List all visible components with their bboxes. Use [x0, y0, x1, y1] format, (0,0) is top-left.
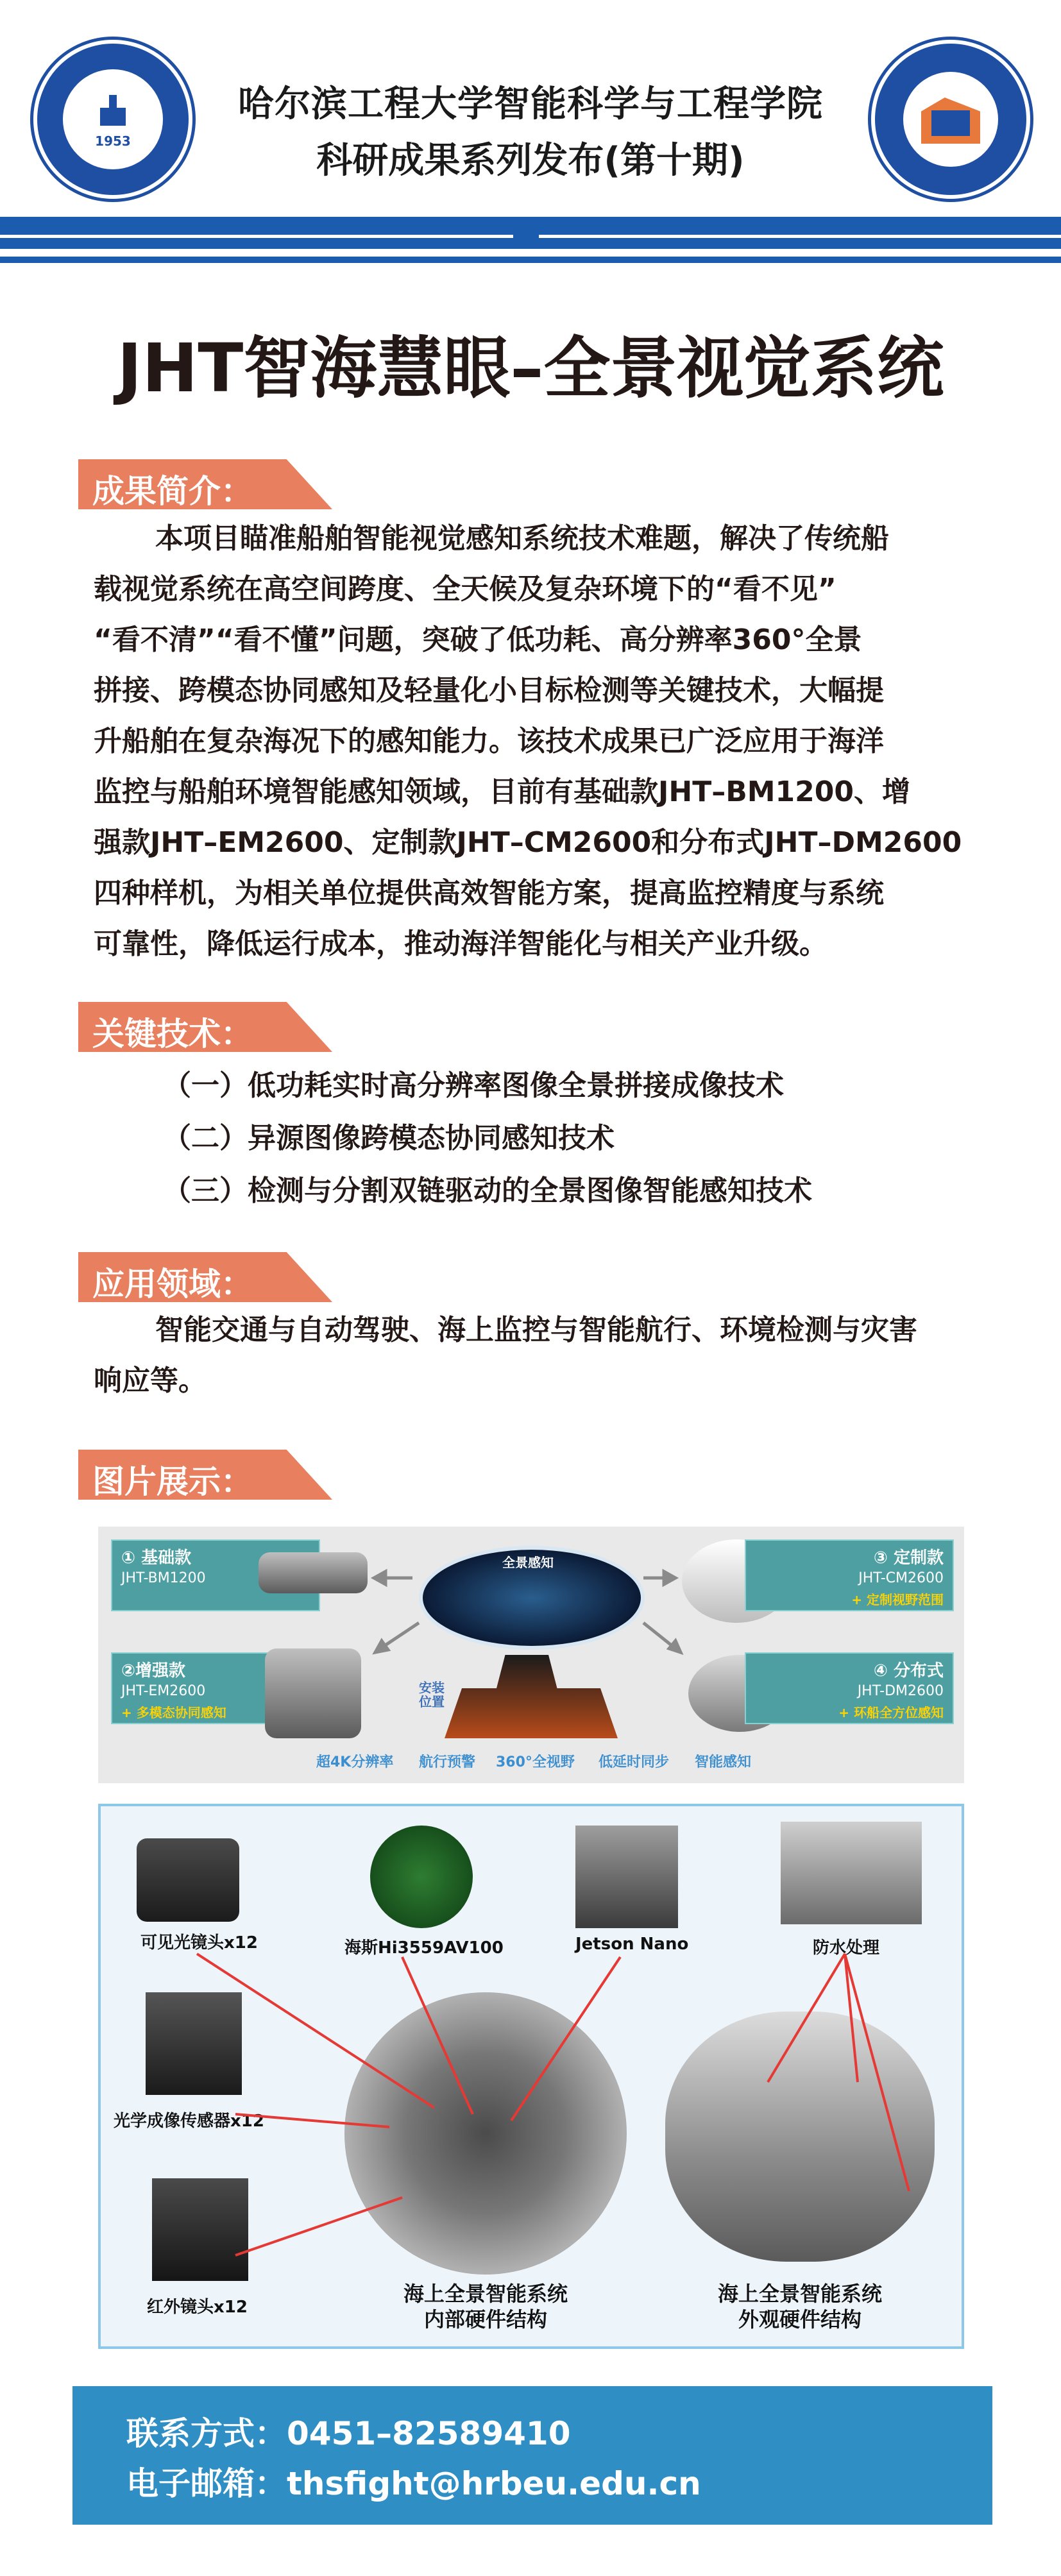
college-logo	[871, 40, 1030, 199]
product-variants-figure	[98, 1527, 964, 1783]
part-label: 红外镜头x12	[147, 2298, 248, 2317]
part-label: 防水处理	[813, 1938, 880, 1958]
tech-item: （三）检测与分割双链驱动的全景图像智能感知技术	[163, 1174, 812, 1207]
apps-line: 响应等。	[94, 1364, 207, 1397]
variant-feature: + 环船全方位感知	[838, 1705, 944, 1720]
section-tag-tech	[78, 1002, 332, 1052]
intro-paragraph	[94, 513, 992, 969]
variant-title: ④ 分布式	[873, 1661, 944, 1681]
panorama-label: 全景感知	[502, 1555, 554, 1570]
pointer-arrows	[101, 1806, 967, 2351]
feature-label: 低延时同步	[598, 1754, 670, 1770]
intro-line: 四种样机，为相关单位提供高效智能方案，提高监控精度与系统	[94, 877, 884, 910]
intro-line: 载视觉系统在高空间跨度、全天候及复杂环境下的“看不见”	[94, 573, 836, 606]
apps-line: 智能交通与自动驾驶、海上监控与智能航行、环境检测与灾害	[155, 1314, 917, 1346]
section-heading: 图片展示：	[92, 1463, 253, 1500]
tech-item: （二）异源图像跨模态协同感知技术	[163, 1122, 615, 1155]
ship-label: 安装位置	[419, 1680, 445, 1709]
intro-line: “看不清”“看不懂”问题，突破了低功耗、高分辨率360°全景	[94, 623, 862, 656]
logo-year: 1953	[95, 133, 131, 149]
part-label: 光学成像传感器x12	[114, 2112, 264, 2131]
page-title: JHT智海慧眼–全景视觉系统	[117, 329, 944, 407]
section-tag-gallery	[78, 1450, 332, 1500]
intro-line: 强款JHT–EM2600、定制款JHT–CM2600和分布式JHT–DM2600	[94, 826, 962, 859]
header-band-thin	[0, 257, 1061, 263]
section-tag-intro	[78, 459, 332, 509]
part-label: 可见光镜头x12	[140, 1933, 258, 1953]
feature-label: 航行预警	[419, 1754, 476, 1770]
variant-title: ②增强款	[121, 1661, 186, 1681]
building-icon	[100, 108, 126, 126]
intro-line: 监控与船舶环境智能感知领域，目前有基础款JHT–BM1200、增	[94, 775, 910, 808]
caption-line: 内部硬件结构	[423, 2307, 547, 2332]
header-band	[0, 217, 1061, 249]
variant-model: JHT-BM1200	[121, 1570, 206, 1586]
intro-line: 可靠性，降低运行成本，推动海洋智能化与相关产业升级。	[94, 928, 828, 960]
variant-feature: + 定制视野范围	[851, 1592, 944, 1607]
college-logo-inner	[903, 72, 998, 167]
caption-line: 海上全景智能系统	[403, 2282, 568, 2306]
section-heading: 关键技术：	[92, 1015, 253, 1053]
part-label: Jetson Nano	[575, 1935, 689, 1954]
variant-title: ③ 定制款	[873, 1548, 944, 1568]
feature-label: 智能感知	[695, 1754, 752, 1770]
intro-line: 升船舶在复杂海况下的感知能力。该技术成果已广泛应用于海洋	[94, 725, 884, 758]
band-stripe-left	[0, 235, 513, 238]
section-heading: 成果简介：	[92, 473, 253, 510]
band-stripe-right	[539, 235, 1061, 238]
university-logo	[33, 40, 192, 199]
apps-paragraph	[94, 1305, 992, 1406]
variant-title: ① 基础款	[121, 1548, 192, 1568]
variant-feature: + 多模态协同感知	[121, 1705, 226, 1720]
contact-phone[interactable]: 联系方式：0451–82589410	[126, 2415, 571, 2452]
section-tag-apps	[78, 1252, 332, 1302]
caption-line: 外观硬件结构	[738, 2307, 862, 2332]
hardware-structure-figure	[98, 1804, 964, 2349]
variant-model: JHT-CM2600	[858, 1570, 944, 1586]
part-label: 海斯Hi3559AV100	[344, 1938, 504, 1958]
header-title: 哈尔滨工程大学智能科学与工程学院	[238, 83, 823, 125]
caption-line: 海上全景智能系统	[717, 2282, 882, 2306]
contact-email[interactable]: 电子邮箱：thsfight@hrbeu.edu.cn	[126, 2465, 701, 2502]
variant-arrows	[98, 1527, 964, 1783]
variant-model: JHT-EM2600	[121, 1683, 206, 1699]
intro-line: 本项目瞄准船舶智能视觉感知系统技术难题，解决了传统船	[155, 522, 889, 555]
header-subtitle: 科研成果系列发布(第十期)	[316, 140, 745, 182]
feature-label: 超4K分辨率	[316, 1754, 394, 1770]
tech-item: （一）低功耗实时高分辨率图像全景拼接成像技术	[163, 1069, 784, 1102]
feature-label: 360°全视野	[496, 1754, 575, 1770]
college-mark-block	[931, 110, 970, 136]
contact-box	[72, 2386, 992, 2525]
intro-line: 拼接、跨模态协同感知及轻量化小目标检测等关键技术，大幅提	[94, 674, 884, 707]
variant-model: JHT-DM2600	[857, 1683, 944, 1699]
section-heading: 应用领域：	[92, 1266, 253, 1303]
